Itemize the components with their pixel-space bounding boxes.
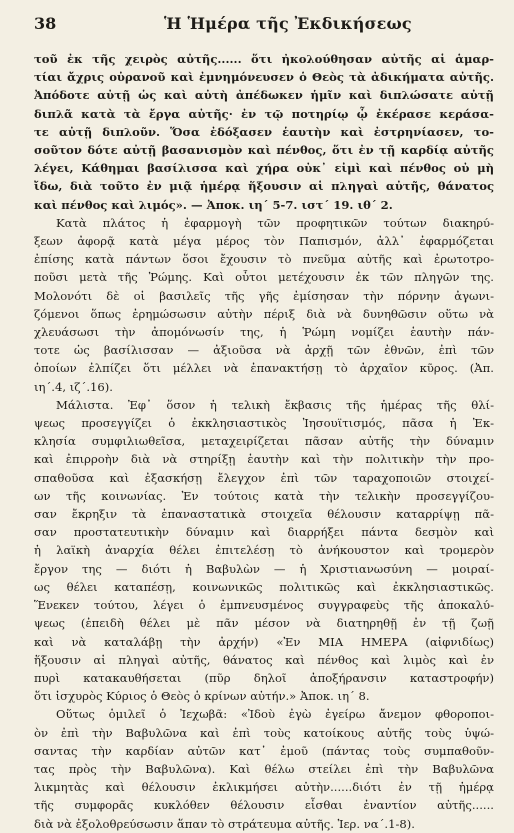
text-line: ξεων ἀφορᾷ κατὰ μέγα μέρος τὸν Παπισμόν, ἀλλ᾽ ἐφαρμόζεται (34, 234, 494, 249)
text-line: ιη΄.4, ιζ΄.16). (34, 379, 113, 394)
text-line: τε αὐτῇ διπλοῦν. Ὅσα ἐδόξασεν ἑαυτὴν καὶ ἐστρηνίασεν, το- (34, 124, 494, 139)
page-number: 38 (34, 14, 57, 33)
text-line: τῆς συμφορᾶς κυκλόθεν θέλουσιν εἶσθαι ἐναντίον αὐτῆς...... (34, 798, 494, 813)
text-line: Ἀπόδοτε αὐτῇ ὡς καὶ αὐτὴ ἀπέδωκεν ἡμῖν καὶ διπλώσατε αὐτῇ (34, 88, 494, 103)
text-line: πυρὶ κατακαυθήσεται (πῦρ δηλοῖ ἀποξήρανσιν καταστροφήν) (34, 670, 494, 685)
body-text (34, 50, 494, 833)
text-line: τοτε ὡς βασίλισσαν — ἀξιοῦσα νὰ ἀρχῇ τῶν ἐθνῶν, ἐπὶ τῶν (34, 343, 494, 358)
text-line: ἡ λαϊκὴ ἀναρχία θέλει ἐπιτελέσῃ τὸ ἀνήκουστον καὶ τρομερὸν (34, 543, 494, 558)
text-line: τας πρὸς τὴν Βαβυλῶνα). Καὶ θέλω στείλει ἐπὶ τὴν Βαβυλῶνα (34, 761, 494, 776)
text-line: κλησία συμφιλιωθεῖσα, μεταχειρίζεται πᾶσαν αὐτῆς τὴν δύναμιν (34, 434, 494, 449)
text-line: σαν προστατευτικὴν δύναμιν καὶ διαρρήξει πάντα δεσμὸν καὶ (34, 525, 494, 540)
text-line: σαντας τὴν καρδίαν αὐτῶν κατ᾽ ἐμοῦ (πάντας τοὺς συμπαθοῦν- (34, 743, 494, 758)
text-line: ἴδω, διὰ τοῦτο ἐν μιᾷ ἡμέρᾳ ἥξουσιν αἱ πληγαὶ αὐτῆς, θάνατος (34, 179, 494, 194)
text-line: καὶ ἐπιρροὴν διὰ νὰ στηρίξῃ ἑαυτὴν καὶ τὴν πολιτικὴν τὴν προ- (34, 452, 494, 467)
text-line: σοῦτον δότε αὐτῇ βασανισμὸν καὶ πένθος, ὅτι ἐν τῇ καρδίᾳ αὐτῆς (34, 143, 494, 158)
text-line: λέγει, Κάθημαι βασίλισσα καὶ χήρα οὐκ᾽ εἰμὶ καὶ πένθος οὐ μὴ (34, 161, 494, 176)
text-line: καὶ πένθος καὶ λιμός». — Ἀποκ. ιη΄ 5-7. ιστ΄ 19. ιθ΄ 2. (34, 197, 393, 212)
text-line: Ἕνεκεν τούτου, λέγει ὁ ἐμπνευσμένος συγγραφεὺς τῆς ἀποκαλύ- (34, 598, 494, 613)
text-line: καὶ νὰ καταλάβῃ τὴν ἀρχήν) «Ἐν ΜΙΑ ΗΜΕΡΑ (αἰφνιδίως) (34, 634, 494, 649)
running-title: Ἡ Ἡμέρα τῆς Ἐκδικήσεως (164, 14, 412, 33)
text-line: ὅτι ἰσχυρὸς Κύριος ὁ Θεὸς ὁ κρίνων αὐτήν.» Ἀποκ. ιη΄ 8. (34, 689, 370, 704)
text-line: λικμητὰς καὶ θέλουσιν ἐκλικμήσει αὐτὴν......διότι ἐν τῇ ἡμέρᾳ (34, 780, 494, 795)
text-line: τοῦ ἐκ τῆς χειρὸς αὐτῆς...... ὅτι ἠκολούθησαν αὐτῆς αἱ ἁμαρ- (34, 52, 494, 66)
text-line: ως θέλει καταπέσῃ, κοινωνικῶς πολιτικῶς καὶ ἐκκλησιαστικῶς. (34, 579, 494, 594)
text-line: ψεως (ἐπειδὴ θέλει μὲ πᾶν μέσον νὰ διατηρηθῇ ἐν τῇ ζωῇ (34, 616, 494, 631)
text-line: Οὕτως ὁμιλεῖ ὁ Ἰεχωβᾶ: «Ἰδοὺ ἐγὼ ἐγείρω ἄνεμον φθοροποι- (56, 707, 494, 722)
text-line: Μολονότι δὲ οἱ βασιλεῖς τῆς γῆς ἐμίσησαν τὴν πόρνην ἀγωνι- (34, 288, 494, 303)
text-line: ἐπίσης κατὰ πάντων ὅσοι ἔχουσιν τὸ πνεῦμα αὐτῆς καὶ ἐρωτοτρο- (34, 252, 494, 267)
text-line: ἥξουσιν αἱ πληγαὶ αὐτῆς, θάνατος καὶ πένθος καὶ λιμὸς καὶ ἐν (34, 652, 494, 667)
text-line: διπλᾶ κατὰ τὰ ἔργα αὐτῆς· ἐν τῷ ποτηρίῳ ᾧ ἐκέρασε κεράσα- (34, 106, 494, 121)
text-line: Μάλιστα. Ἐφ᾽ ὅσον ἡ τελικὴ ἔκβασις τῆς ἡμέρας τῆς θλί- (56, 397, 494, 412)
text-line: Κατὰ πλάτος ἡ ἐφαρμογὴ τῶν προφητικῶν τούτων διακηρύ- (56, 215, 494, 230)
text-line: ων τῆς κοινωνίας. Ἐν τούτοις κατὰ τὴν τελικὴν προσεγγίζου- (34, 488, 494, 503)
text-line: τίαι ἄχρις οὐρανοῦ καὶ ἐμνημόνευσεν ὁ Θεὸς τὰ ἀδικήματα αὐτῆς. (34, 70, 494, 85)
text-line: ζόμενοι ὅπως ἐρημώσωσιν αὐτὴν πέριξ διὰ νὰ δυνηθῶσιν οὕτω νὰ (34, 306, 494, 321)
text-line: ὸν ἐπὶ τὴν Βαβυλῶνα καὶ ἐπὶ τοὺς κατοίκους αὐτῆς τοὺς ὑψώ- (34, 725, 494, 740)
text-line: ψεως προσεγγίζει ὁ ἐκκλησιαστικὸς Ἰησουϊτισμός, πᾶσα ἡ Ἐκ- (34, 416, 494, 431)
text-line: ἔργον της — διότι ἡ Βαβυλὼν — ἡ Χριστιανωσύνη — μοιραί- (34, 561, 494, 576)
text-line: διὰ νὰ ἐξολοθρεύσωσιν ἅπαν τὸ στράτευμα αὐτῆς. Ἱερ. να΄.1-8). (34, 816, 415, 831)
page-header (34, 14, 494, 44)
text-line: ποῦσι μετὰ τῆς Ῥώμης. Καὶ οὗτοι μετέχουσιν ἐκ τῶν πληγῶν της. (34, 270, 494, 285)
text-line: σαν ἔκρηξιν τὰ ἐπαναστατικὰ στοιχεῖα θέλουσιν καταρρίψῃ πᾶ- (34, 507, 494, 522)
text-line: ὁποίων ἐλπίζει ὅτι μέλλει νὰ ἐπανακτήσῃ τὸ ἀρχαῖον κῦρος. (Ἀπ. (34, 361, 494, 376)
text-line: χλευάσωσι τὴν ἀπομόνωσίν της, ἡ Ῥώμη νομίζει ἑαυτὴν πάν- (34, 325, 494, 340)
text-line: σπαθοῦσα καὶ ἐξασκήσῃ ἔλεγχον ἐπὶ τῶν ταραχοποιῶν στοιχεί- (34, 470, 494, 485)
